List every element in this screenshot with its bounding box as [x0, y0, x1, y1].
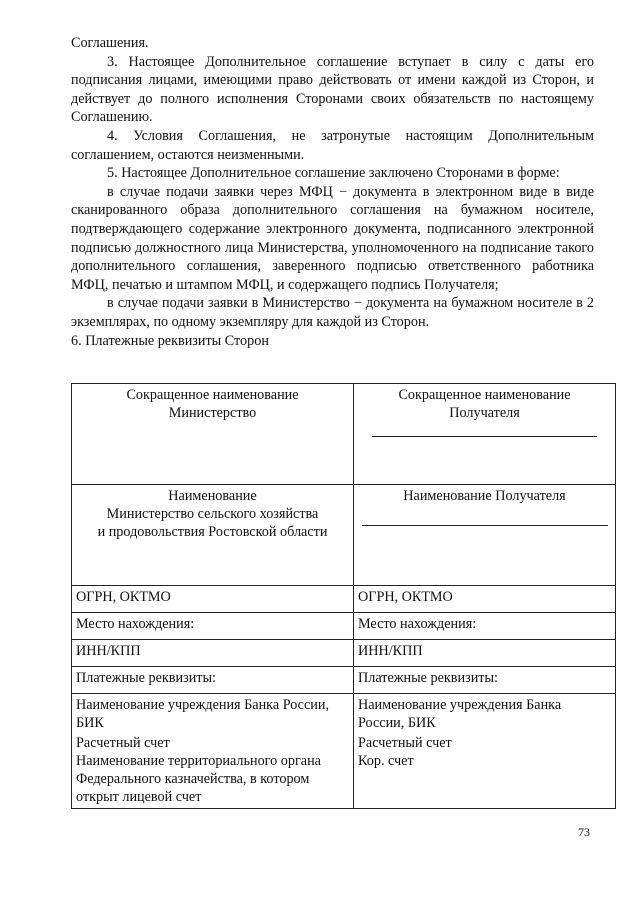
inn-kpp-left: ИНН/КПП	[72, 640, 354, 667]
payment-details-right: Платежные реквизиты:	[354, 667, 616, 694]
cell-value: и продовольствия Ростовской области	[97, 524, 328, 540]
cell-label: России, БИК	[358, 715, 436, 731]
cell-label: Кор. счет	[358, 753, 414, 769]
section-title: 6. Платежные реквизиты Сторон	[71, 332, 269, 349]
cell-label: Расчетный счет	[358, 735, 452, 751]
paragraph-continuation: Соглашения.	[71, 35, 149, 51]
payment-details-table	[71, 383, 616, 809]
cell-label: открыт лицевой счет	[76, 789, 202, 805]
name-recipient-cell	[354, 485, 616, 586]
table-row	[72, 613, 616, 640]
cell-label: Получателя	[449, 405, 520, 421]
ogrn-oktmo-right: ОГРН, ОКТМО	[354, 586, 616, 613]
ogrn-oktmo-left: ОГРН, ОКТМО	[72, 586, 354, 613]
table-row	[72, 384, 616, 485]
table-row	[72, 694, 616, 809]
cell-label: Наименование учреждения Банка	[358, 697, 562, 713]
name-ministry-cell	[72, 485, 354, 586]
blank-underline	[372, 436, 597, 437]
short-name-recipient-cell	[354, 384, 616, 485]
paragraph-3: 3. Настоящее Дополнительное соглашение вступает в силу с даты его подписания лицами, имеющими право действовать от имени каждой из Сторон, и действует до полного исполнения Сторонами своих обязательств по настоящему Соглашению.	[71, 53, 594, 126]
cell-label: Наименование территориального органа	[76, 753, 321, 769]
table-row	[72, 485, 616, 586]
paragraph-5: 5. Настоящее Дополнительное соглашение заключено Сторонами в форме:	[107, 165, 560, 182]
cell-label: Расчетный счет	[76, 735, 170, 751]
location-right: Место нахождения:	[354, 613, 616, 640]
paragraph-mfc: в случае подачи заявки через МФЦ − документа в электронном виде в виде сканированного образа дополнительного соглашения на бумажном носителе, подтверждающего содержание электронного документа, подписанного электронной подписью должностного лица Министерства, уполномоченного на подписание такого дополнительного соглашения, заверенного подписью ответственного работника МФЦ, печатью и штампом МФЦ, и содержащего подпись Получателя;	[71, 183, 594, 293]
table-row	[72, 640, 616, 667]
cell-label: Наименование	[168, 488, 257, 504]
cell-label: Федерального казначейства, в котором	[76, 771, 310, 787]
cell-label: Наименование Получателя	[403, 488, 566, 504]
short-name-ministry-cell	[72, 384, 354, 485]
cell-label: Сокращенное наименование	[126, 387, 299, 403]
table-row	[72, 667, 616, 694]
cell-label: Министерство	[168, 405, 257, 421]
page-number: 73	[578, 825, 590, 839]
cell-label: БИК	[76, 715, 104, 731]
cell-label: Наименование учреждения Банка России,	[76, 697, 329, 713]
inn-kpp-right: ИНН/КПП	[354, 640, 616, 667]
table-row	[72, 586, 616, 613]
payment-details-left: Платежные реквизиты:	[72, 667, 354, 694]
bank-details-left	[72, 694, 354, 809]
location-left: Место нахождения:	[72, 613, 354, 640]
cell-label: Сокращенное наименование	[398, 387, 571, 403]
blank-underline	[362, 525, 608, 526]
paragraph-4: 4. Условия Соглашения, не затронутые настоящим Дополнительным соглашением, остаются неизменными.	[71, 127, 594, 163]
paragraph-ministry: в случае подачи заявки в Министерство − документа на бумажном носителе в 2 экземплярах, по одному экземпляру для каждой из Сторон.	[71, 295, 594, 330]
document-body	[71, 34, 594, 350]
bank-details-right	[354, 694, 616, 809]
cell-value: Министерство сельского хозяйства	[106, 506, 319, 522]
